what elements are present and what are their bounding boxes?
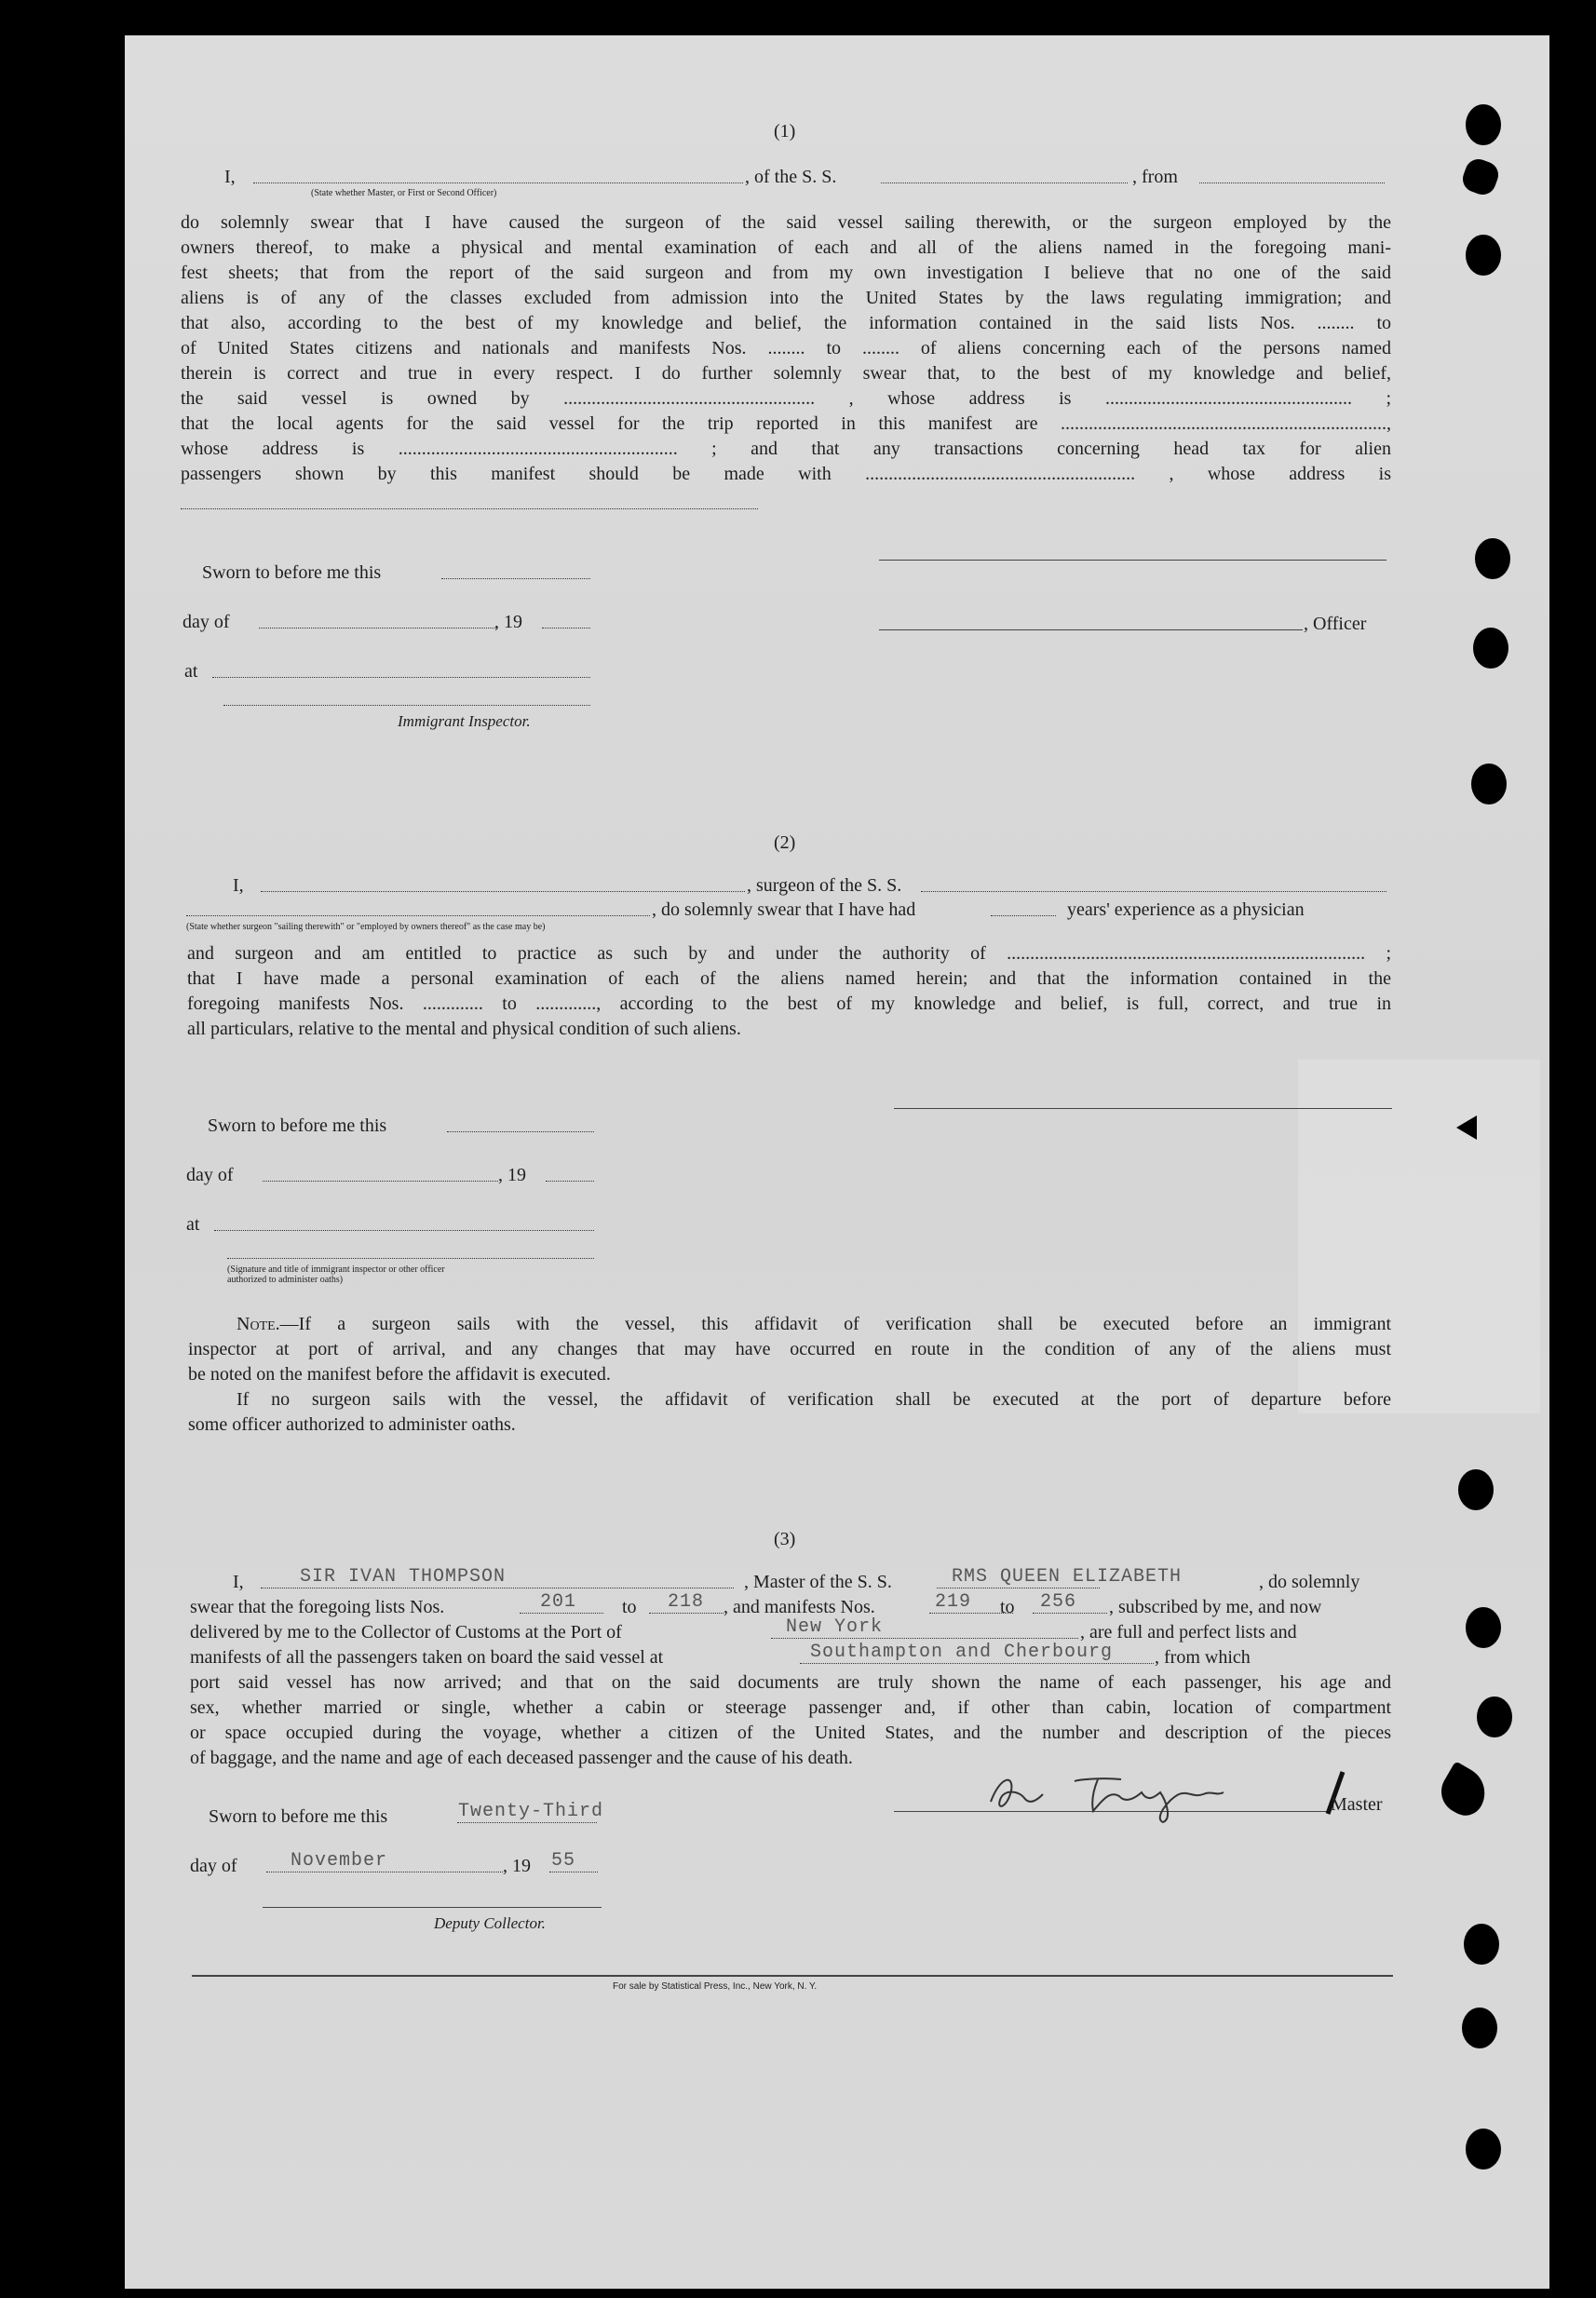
section2-surgeon-of: , surgeon of the S. S. xyxy=(747,875,902,896)
note-block xyxy=(188,1312,1391,1438)
deputy-collector-label: Deputy Collector. xyxy=(434,1914,546,1932)
section3-l2-c: , subscribed by me, and now xyxy=(1109,1597,1322,1617)
from-port-line[interactable] xyxy=(1199,182,1385,183)
section2-signature-note: (Signature and title of immigrant inspector or other officer authorized to administer oaths) xyxy=(227,1264,445,1285)
section1-line: whose address is ............................................................ ; and that any transactions concerning head tax for alien xyxy=(181,439,1391,459)
section1-day-of-label: day of xyxy=(183,612,230,632)
section1-sworn-day-line[interactable] xyxy=(441,578,590,579)
note-line: be noted on the manifest before the affidavit is executed. xyxy=(188,1364,611,1385)
section2-line: that I have made a personal examination of each of the aliens named herein; and that the information contained in the xyxy=(187,968,1391,989)
manifests-to-value[interactable]: 256 xyxy=(1040,1591,1077,1613)
month-value[interactable]: November xyxy=(291,1850,388,1872)
section1-inspector-label: Immigrant Inspector. xyxy=(398,712,531,730)
section1-year-label: , 19 xyxy=(494,612,522,632)
note-label: Note. xyxy=(237,1314,280,1334)
publisher-footer: For sale by Statistical Press, Inc., New York, N. Y. xyxy=(613,1981,818,1992)
punch-hole xyxy=(1477,1696,1512,1737)
section1-month-line[interactable] xyxy=(259,628,496,629)
section2-year-label: , 19 xyxy=(498,1165,526,1185)
section1-number: (1) xyxy=(774,121,796,142)
section2-vessel-line[interactable] xyxy=(921,891,1386,892)
section3-sworn-day-line[interactable] xyxy=(457,1822,597,1823)
lists-to-line[interactable] xyxy=(649,1613,724,1614)
section3-to2: to xyxy=(1000,1597,1015,1617)
punch-hole xyxy=(1459,155,1502,198)
section1-oath-text xyxy=(181,210,1391,487)
section2-at-label: at xyxy=(186,1214,200,1235)
section1-line: fest sheets; that from the report of the said surgeon and from my own investigation I believe that no one of the said xyxy=(181,263,1391,283)
port-line[interactable] xyxy=(771,1638,1078,1639)
section1-line: that the local agents for the said vessel for the trip reported in this manifest are ......................................................................, xyxy=(181,413,1391,434)
year-value[interactable]: 55 xyxy=(551,1850,576,1872)
section1-officer-label: , Officer xyxy=(1304,614,1367,634)
section1-line: of United States citizens and nationals and manifests Nos. ........ to ........ of aliens concerning each of the persons named xyxy=(181,338,1391,358)
section3-day-of-label: day of xyxy=(190,1856,237,1876)
section3-line: of baggage, and the name and age of each deceased passenger and the cause of his death. xyxy=(190,1748,853,1768)
section3-i: I, xyxy=(233,1572,244,1592)
master-name-value[interactable]: SIR IVAN THOMPSON xyxy=(300,1566,507,1588)
section3-line: sex, whether married or single, whether a cabin or steerage passenger and, if other than cabin, location of compartment xyxy=(190,1697,1391,1718)
section1-line: passengers shown by this manifest should be made with .......................................................... , whose address is xyxy=(181,464,1391,484)
punch-hole xyxy=(1466,235,1501,276)
section3-line: or space occupied during the voyage, whether a citizen of the United States, and the number and description of the pieces xyxy=(190,1723,1391,1743)
section2-surgeon-signature-line[interactable] xyxy=(894,1108,1392,1109)
section3-do-solemnly: , do solemnly xyxy=(1259,1572,1360,1592)
lists-from-value[interactable]: 201 xyxy=(540,1591,577,1613)
section2-number: (2) xyxy=(774,832,796,853)
manifests-to-line[interactable] xyxy=(1033,1613,1107,1614)
punch-hole xyxy=(1464,1924,1499,1965)
section1-line: aliens is of any of the classes excluded from admission into the United States by the laws regulating immigration; and xyxy=(181,288,1391,308)
section3-l4-b: , from which xyxy=(1155,1647,1251,1668)
section1-of-the-ss: , of the S. S. xyxy=(745,167,837,187)
section2-oath-text xyxy=(187,941,1391,1042)
section3-master-of: , Master of the S. S. xyxy=(744,1572,892,1592)
section1-line: owners thereof, to make a physical and mental examination of each and all of the aliens named in the foregoing mani- xyxy=(181,237,1391,258)
lists-to-value[interactable]: 218 xyxy=(668,1591,705,1613)
punch-hole xyxy=(1462,2007,1497,2048)
departure-ports-line[interactable] xyxy=(800,1663,1154,1664)
section2-month-line[interactable] xyxy=(263,1181,498,1182)
port-value[interactable]: New York xyxy=(786,1616,884,1638)
section1-at-label: at xyxy=(184,661,198,682)
note-line: If no surgeon sails with the vessel, the affidavit of verification shall be executed at the port of departure before xyxy=(237,1389,1391,1410)
master-signature-scribble xyxy=(963,1763,1354,1823)
punch-hole xyxy=(1473,628,1508,669)
master-label: Master xyxy=(1331,1794,1383,1815)
section1-officer-signature-line[interactable] xyxy=(879,560,1386,561)
section2-do-solemnly: , do solemnly swear that I have had xyxy=(652,899,916,920)
section1-line: therein is correct and true in every respect. I do further solemnly swear that, to the best of my knowledge and belief, xyxy=(181,363,1391,384)
section2-line: foregoing manifests Nos. ............. to ............., according to the best of my knowledge and belief, is full, correct, and true in xyxy=(187,994,1391,1014)
section1-line: do solemnly swear that I have caused the surgeon of the said vessel sailing therewith, or the surgeon employed by the xyxy=(181,212,1391,233)
punch-hole xyxy=(1475,538,1510,579)
punch-hole xyxy=(1466,104,1501,145)
vessel-name-value[interactable]: RMS QUEEN ELIZABETH xyxy=(952,1566,1183,1588)
punch-hole xyxy=(1433,1761,1495,1822)
section3-l3-a: delivered by me to the Collector of Customs at the Port of xyxy=(190,1622,622,1642)
years-experience-line[interactable] xyxy=(991,915,1056,916)
section1-from: , from xyxy=(1132,167,1178,187)
section2-line: and surgeon and am entitled to practice as such by and under the authority of ............................................................................. ; xyxy=(187,943,1391,964)
deputy-collector-line[interactable] xyxy=(263,1907,602,1908)
note-line: inspector at port of arrival, and any changes that may have occurred en route in the condition of any of the aliens must xyxy=(188,1339,1391,1359)
surgeon-status-line[interactable] xyxy=(186,915,650,916)
punch-hole xyxy=(1458,1469,1494,1510)
section1-inspector-line[interactable] xyxy=(223,705,590,706)
surgeon-status-note: (State whether surgeon "sailing therewith" or "employed by owners thereof" as the case may be) xyxy=(186,922,546,932)
agent-address-line[interactable] xyxy=(181,508,758,509)
section2-sworn-label: Sworn to before me this xyxy=(208,1115,387,1136)
section1-sworn-label: Sworn to before me this xyxy=(202,562,382,583)
section3-line: port said vessel has now arrived; and that on the said documents are truly shown the name of each passenger, his age and xyxy=(190,1672,1391,1693)
section1-line: that also, according to the best of my knowledge and belief, the information contained in the said lists Nos. ........ to xyxy=(181,313,1391,333)
officer-name-line[interactable] xyxy=(253,182,743,183)
punch-hole xyxy=(1471,764,1507,804)
section2-day-of-label: day of xyxy=(186,1165,234,1185)
section3-number: (3) xyxy=(774,1529,796,1549)
section2-line: all particulars, relative to the mental and physical condition of such aliens. xyxy=(187,1019,741,1039)
section1-at-line[interactable] xyxy=(212,677,590,678)
sworn-day-value[interactable]: Twenty-Third xyxy=(458,1801,604,1822)
section3-l4-a: manifests of all the passengers taken on board the said vessel at xyxy=(190,1647,664,1668)
section3-oath-text xyxy=(190,1670,1391,1771)
officer-rank-note: (State whether Master, or First or Second Officer) xyxy=(311,188,497,198)
footer-rule xyxy=(192,1975,1393,1977)
punch-hole xyxy=(1466,2129,1501,2170)
section1-i: I, xyxy=(224,167,236,187)
lists-from-line[interactable] xyxy=(520,1613,603,1614)
section2-at-line[interactable] xyxy=(214,1230,594,1231)
surgeon-name-line[interactable] xyxy=(261,891,745,892)
section3-sworn-label: Sworn to before me this xyxy=(209,1806,388,1827)
document-page xyxy=(125,35,1549,2289)
punch-hole xyxy=(1466,1607,1501,1648)
departure-ports-value[interactable]: Southampton and Cherbourg xyxy=(810,1642,1114,1663)
note-line-1 xyxy=(188,1312,1391,1337)
section3-to1: to xyxy=(622,1597,637,1617)
note-line: some officer authorized to administer oaths. xyxy=(188,1414,516,1435)
section2-inspector-line[interactable] xyxy=(227,1258,594,1259)
section3-l2-a: swear that the foregoing lists Nos. xyxy=(190,1597,445,1617)
vessel-name-line[interactable] xyxy=(881,182,1128,183)
note-text: —If a surgeon sails with the vessel, this affidavit of verification shall be executed before an immigrant xyxy=(279,1314,1391,1334)
section2-year-line[interactable] xyxy=(546,1181,594,1182)
section2-years-label: years' experience as a physician xyxy=(1067,899,1305,920)
section1-year-line[interactable] xyxy=(542,628,590,629)
manifests-from-value[interactable]: 219 xyxy=(935,1591,972,1613)
section3-l3-b: , are full and perfect lists and xyxy=(1080,1622,1297,1642)
section3-year-prefix: , 19 xyxy=(503,1856,531,1876)
section3-l2-b: , and manifests Nos. xyxy=(724,1597,875,1617)
section1-officer-name-line[interactable] xyxy=(879,629,1303,630)
section2-sworn-day-line[interactable] xyxy=(447,1131,594,1132)
section2-i: I, xyxy=(233,875,244,896)
section1-line: the said vessel is owned by ...................................................... , whose address is ..................................................... ; xyxy=(181,388,1391,409)
